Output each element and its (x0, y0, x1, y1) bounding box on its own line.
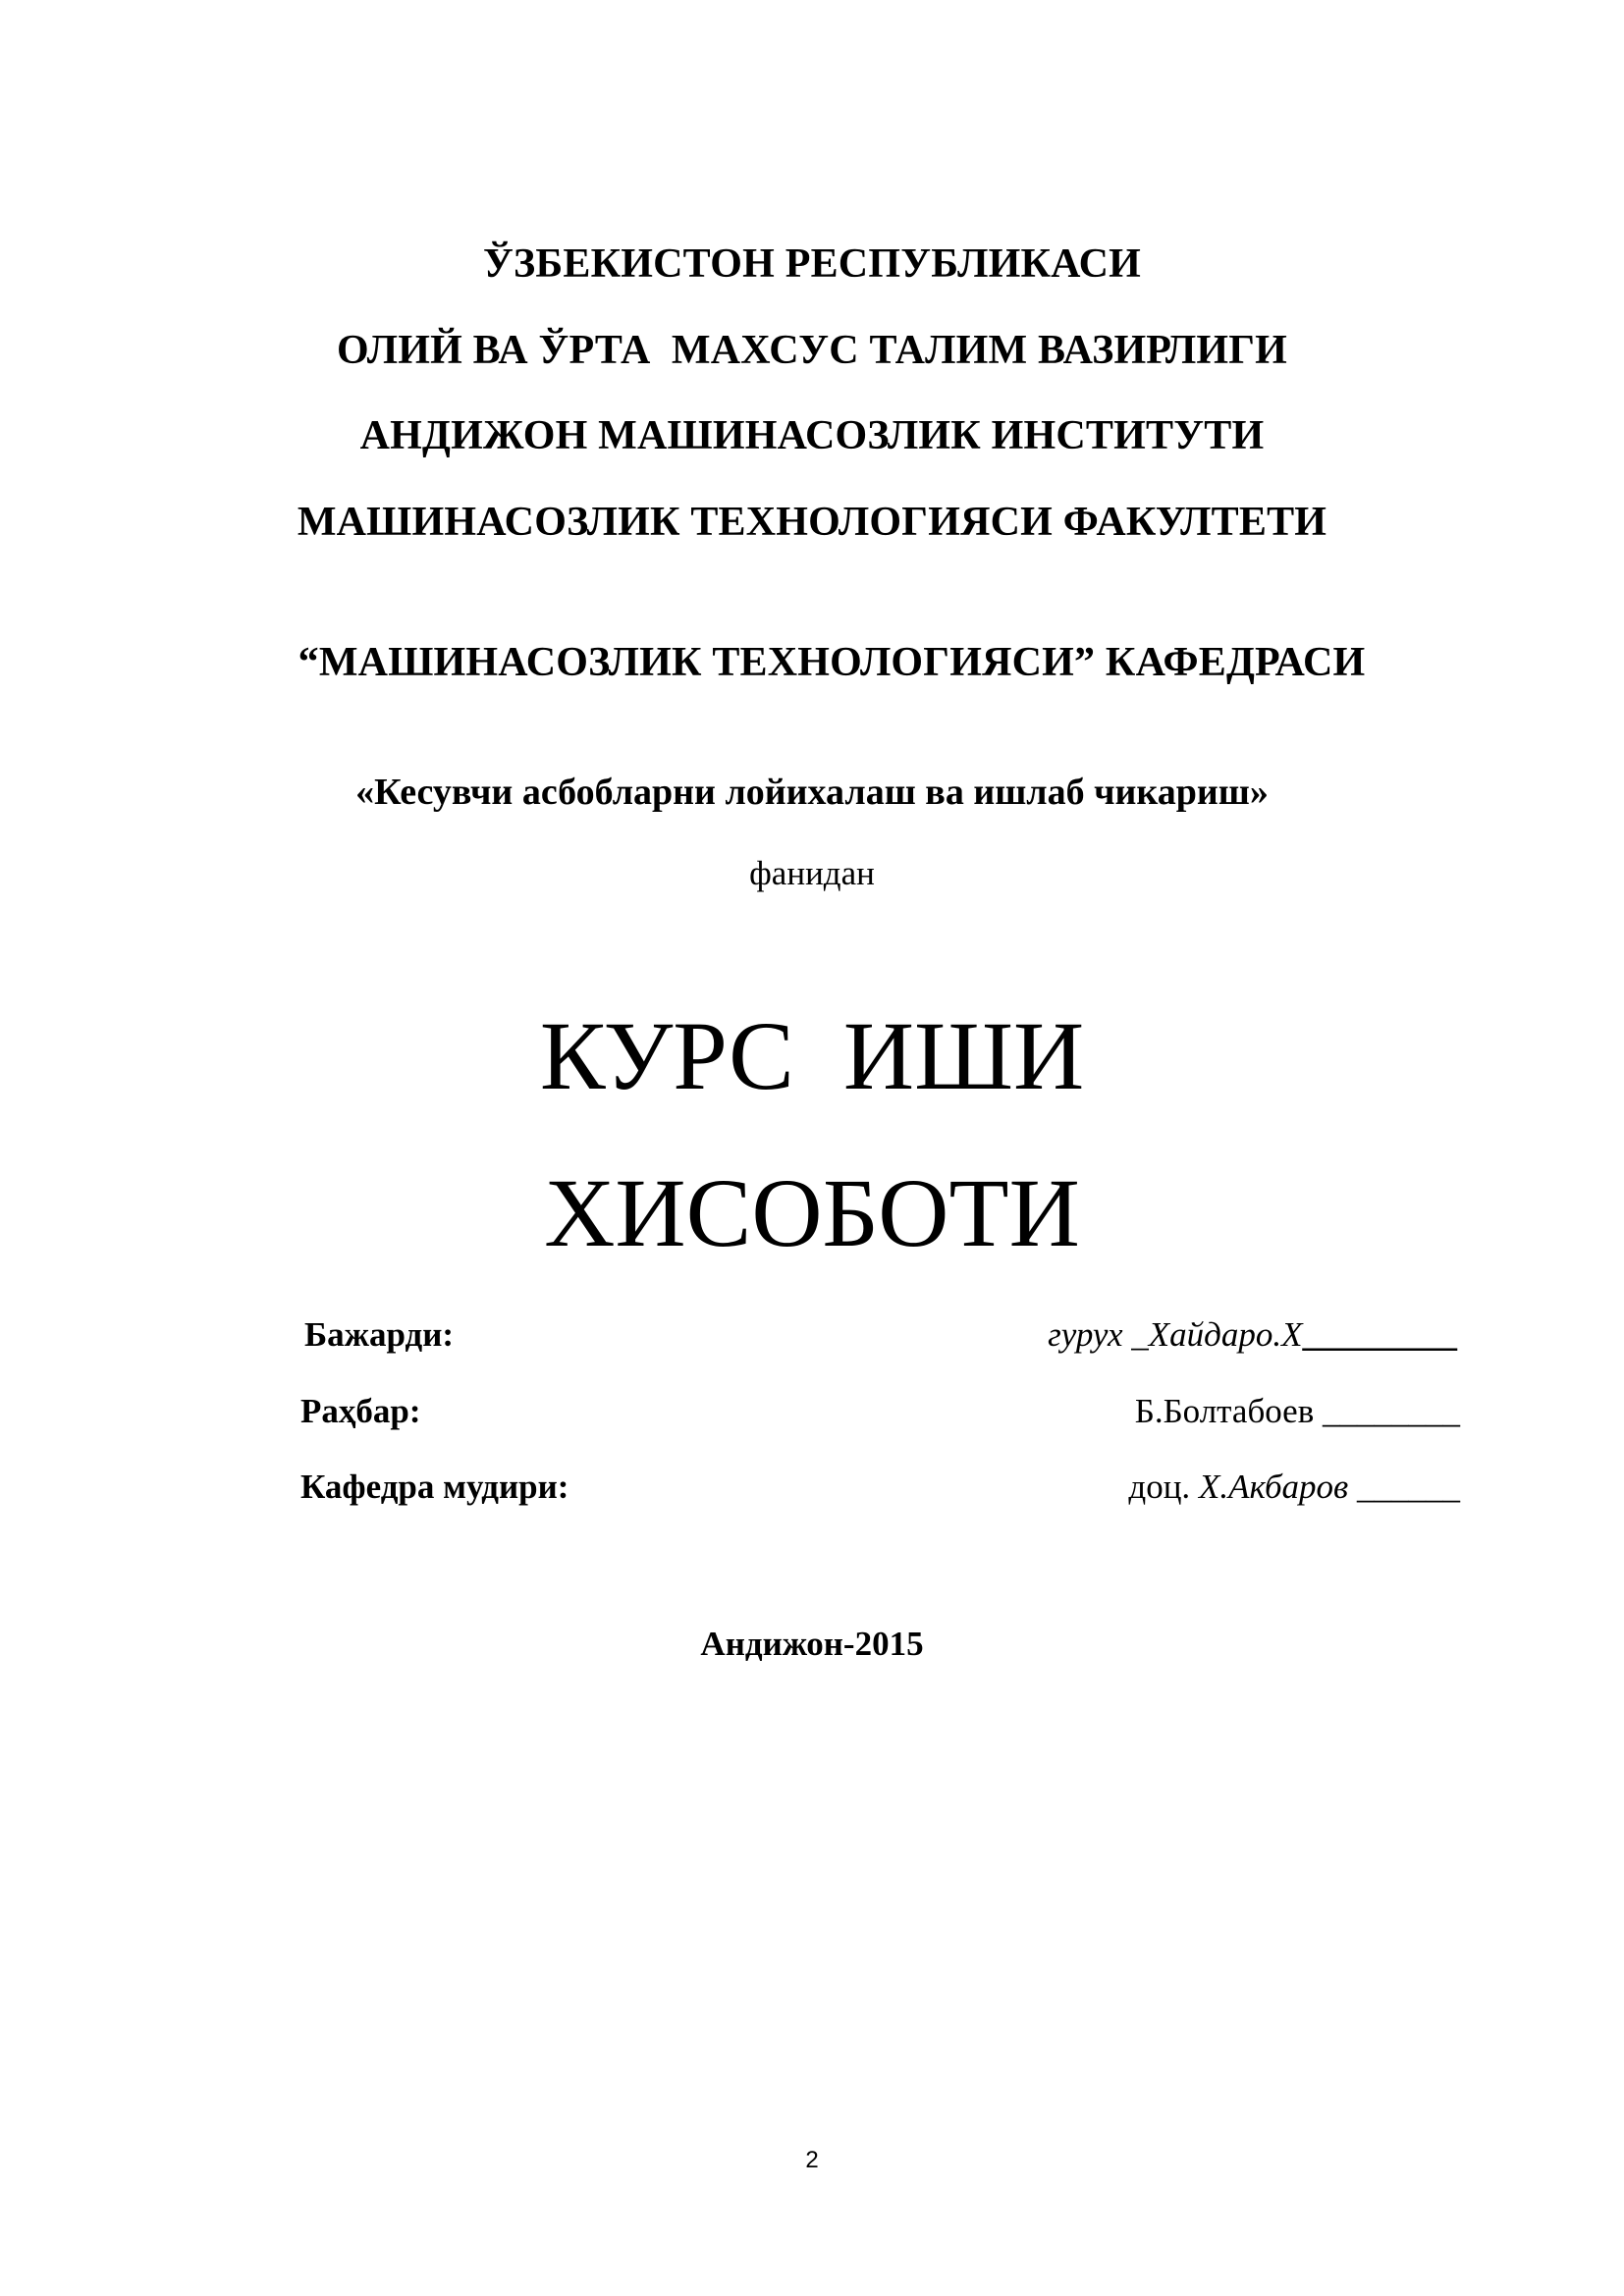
signature-blank: _________ (1302, 1315, 1457, 1354)
signature-row-head (0, 1468, 1624, 1517)
page-number: 2 (805, 2147, 819, 2173)
ministry-heading: ОЛИЙ ВА ЎРТА МАХСУС ТАЛИМ ВАЗИРЛИГИ (336, 328, 1288, 373)
signature-label: Раҳбар: (300, 1392, 421, 1430)
signature-row-student (0, 1315, 1624, 1364)
subject-suffix: фанидан (749, 854, 875, 892)
city-year: Андижон-2015 (700, 1625, 924, 1663)
signature-blank: ______ (1348, 1468, 1460, 1506)
department-heading: “МАШИНАСОЗЛИК ТЕХНОЛОГИЯСИ” КАФЕДРАСИ (298, 640, 1366, 685)
signature-label: Кафедра мудири: (300, 1468, 569, 1506)
signature-label: Бажарди: (304, 1315, 455, 1354)
work-title-line1: КУРС ИШИ (539, 1001, 1085, 1110)
signature-row-supervisor (0, 1392, 1624, 1441)
head-name: Х.Акбаров (1198, 1468, 1349, 1506)
signature-value (1048, 1315, 1457, 1355)
head-title: доц. (1128, 1468, 1199, 1506)
institute-heading: АНДИЖОН МАШИНАСОЗЛИК ИНСТИТУТИ (359, 413, 1265, 458)
supervisor-name: Б.Болтабоев (1134, 1392, 1315, 1430)
faculty-heading: МАШИНАСОЗЛИК ТЕХНОЛОГИЯСИ ФАКУЛТЕТИ (297, 500, 1327, 545)
country-heading: ЎЗБЕКИСТОН РЕСПУБЛИКАСИ (483, 241, 1141, 287)
signature-value (1135, 1392, 1460, 1431)
subject-title: «Кесувчи асбобларни лойихалаш ва ишлаб чикариш» (355, 772, 1269, 813)
signature-blank: ________ (1314, 1392, 1460, 1430)
signature-value (1128, 1468, 1460, 1507)
work-title-line2: ХИСОБОТИ (544, 1158, 1080, 1267)
student-name: гурух _Хайдаро.Х (1048, 1315, 1303, 1354)
